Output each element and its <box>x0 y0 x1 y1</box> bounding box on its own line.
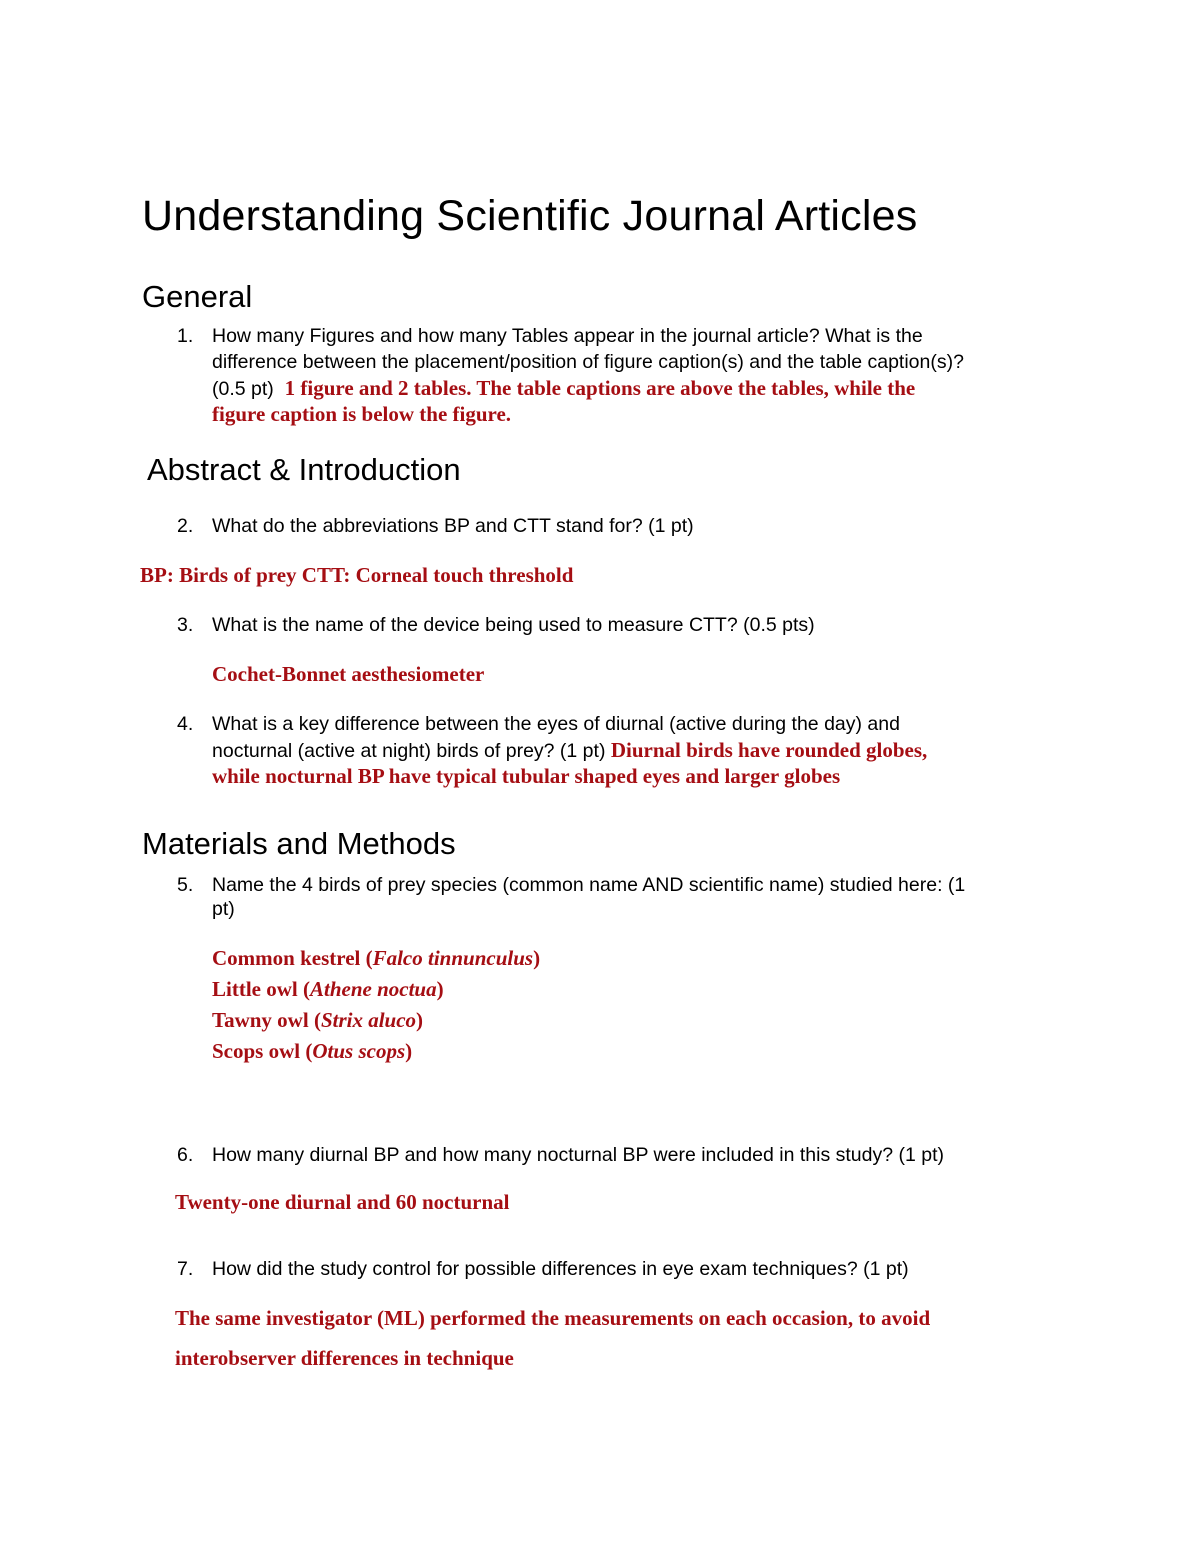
species-common-name: Common kestrel <box>212 946 361 970</box>
question-text: How many Figures and how many Tables appear in the journal article? What is the <box>212 325 923 347</box>
question-text: How many diurnal BP and how many nocturnal BP were included in this study? (1 pt) <box>212 1144 945 1166</box>
question-text-with-answer <box>212 375 915 402</box>
question-text: Name the 4 birds of prey species (common name AND scientific name) studied here: (1 <box>212 874 966 896</box>
question-text: pt) <box>212 898 235 920</box>
species-scientific-name: Otus scops <box>312 1039 406 1063</box>
question-text: What is a key difference between the eyes of diurnal (active during the day) and <box>212 713 900 735</box>
question-number: 7. <box>177 1258 194 1280</box>
page-title: Understanding Scientific Journal Articles <box>142 192 918 240</box>
question-number: 4. <box>177 713 194 735</box>
section-heading-methods: Materials and Methods <box>142 826 456 861</box>
question-text: What do the abbreviations BP and CTT stand for? (1 pt) <box>212 515 694 537</box>
species-item: Scops owl (Otus scops) <box>212 1039 413 1063</box>
answer-text: Twenty-one diurnal and 60 nocturnal <box>175 1190 510 1214</box>
question-number: 1. <box>177 325 194 347</box>
species-item: Little owl (Athene noctua) <box>212 977 444 1001</box>
species-scientific-name: Falco tinnunculus <box>372 946 534 970</box>
answer-text: The same investigator (ML) performed the measurements on each occasion, to avoid <box>175 1306 931 1330</box>
question-number: 5. <box>177 874 194 896</box>
species-common-name: Little owl <box>212 977 298 1001</box>
answer-text: Cochet-Bonnet aesthesiometer <box>212 662 485 686</box>
section-heading-general: General <box>142 279 253 314</box>
answer-text: 1 figure and 2 tables. The table captions are above the tables, while the <box>284 376 916 400</box>
question-number: 3. <box>177 614 194 636</box>
answer-text: BP: Birds of prey CTT: Corneal touch threshold <box>140 563 574 587</box>
species-common-name: Scops owl <box>212 1039 301 1063</box>
question-text: What is the name of the device being used to measure CTT? (0.5 pts) <box>212 614 815 636</box>
question-number: 6. <box>177 1144 194 1166</box>
species-scientific-name: Strix aluco <box>320 1008 417 1032</box>
answer-text: while nocturnal BP have typical tubular shaped eyes and larger globes <box>212 764 841 788</box>
species-item: Tawny owl (Strix aluco) <box>212 1008 424 1032</box>
answer-text: Diurnal birds have rounded globes, <box>610 738 928 762</box>
question-text: nocturnal (active at night) birds of prey? (1 pt) <box>212 740 606 762</box>
question-text: How did the study control for possible differences in eye exam techniques? (1 pt) <box>212 1258 909 1280</box>
section-heading-abstract: Abstract & Introduction <box>147 452 461 487</box>
question-text: difference between the placement/position of figure caption(s) and the table caption(s)? <box>212 351 964 373</box>
species-item: Common kestrel (Falco tinnunculus) <box>212 946 541 970</box>
species-scientific-name: Athene noctua <box>309 977 437 1001</box>
answer-text: figure caption is below the figure. <box>212 402 512 426</box>
species-common-name: Tawny owl <box>212 1008 309 1032</box>
question-points: (0.5 pt) <box>212 378 274 400</box>
question-text-with-answer <box>212 737 927 764</box>
answer-text: interobserver differences in technique <box>175 1346 514 1370</box>
question-number: 2. <box>177 515 194 537</box>
